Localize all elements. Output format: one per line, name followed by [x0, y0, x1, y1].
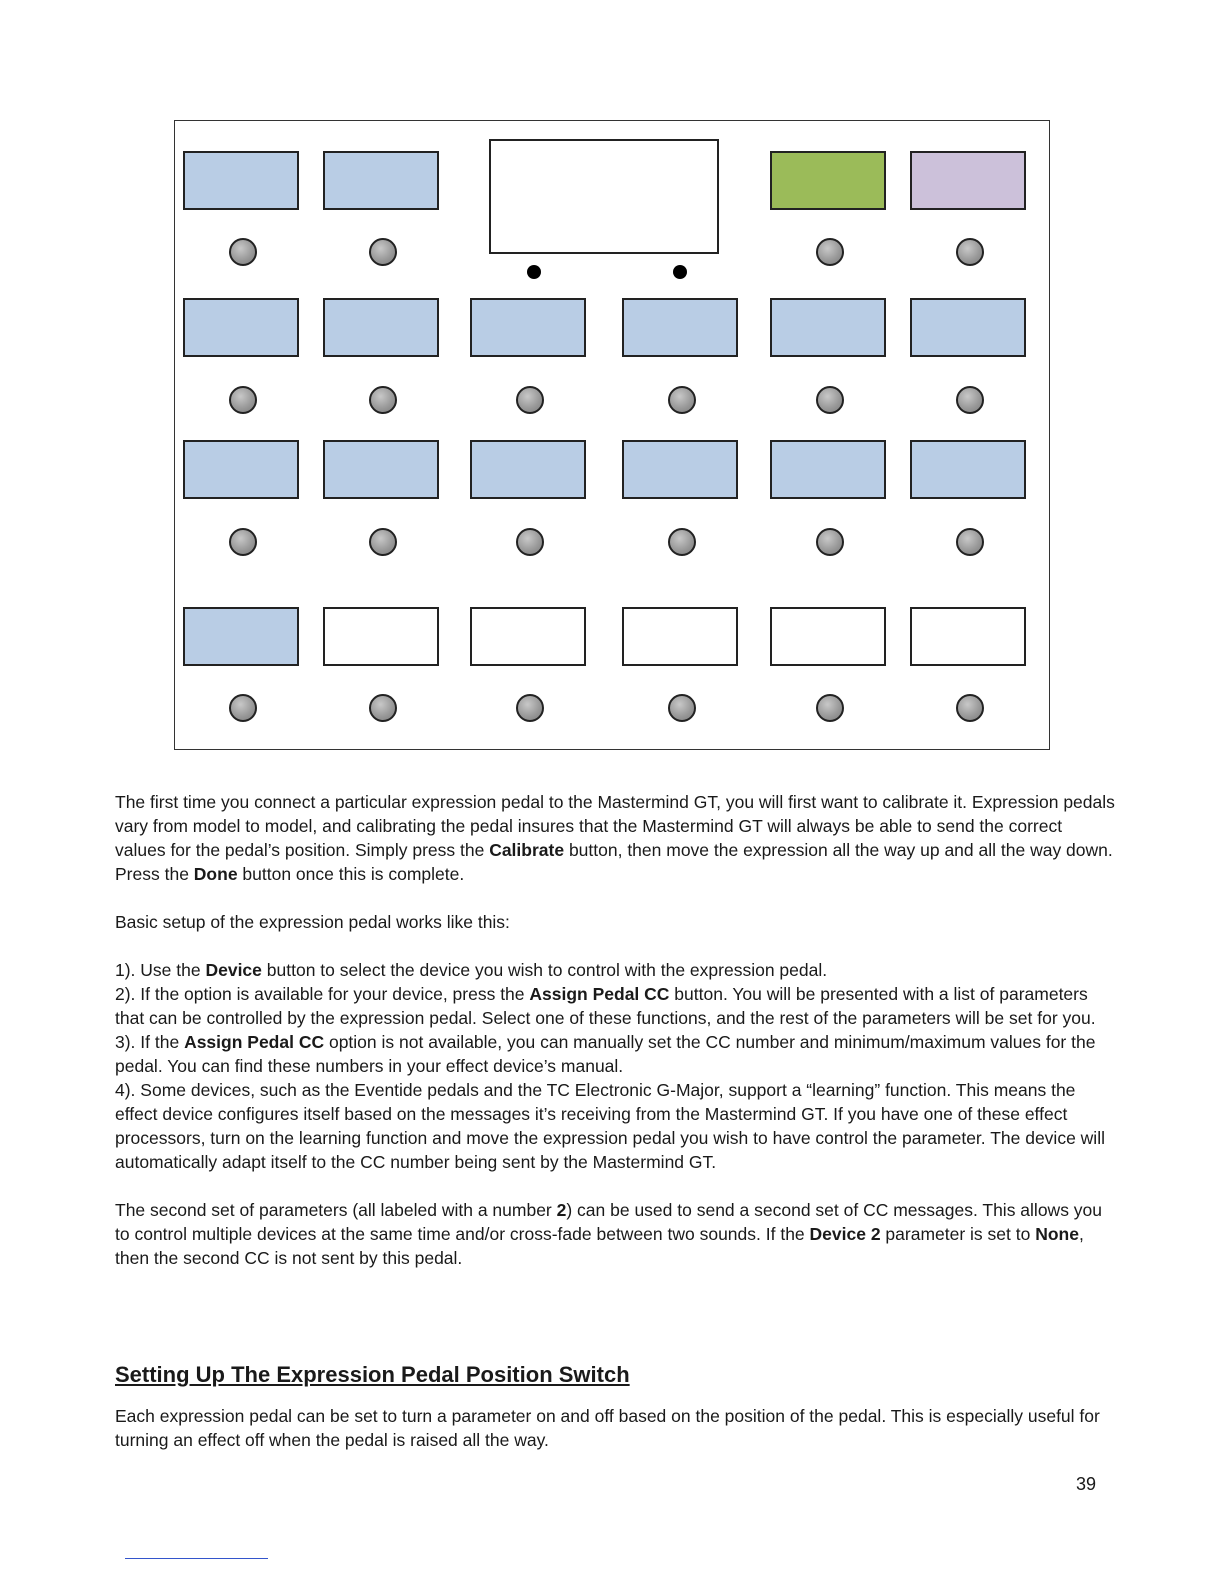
pedal-button-r3c2 — [323, 440, 439, 499]
switch-r4c3 — [516, 694, 544, 722]
pedal-button-r3c5 — [770, 440, 886, 499]
pedal-button-r2c6 — [910, 298, 1026, 357]
switch-r1c6 — [956, 238, 984, 266]
pedal-button-r4c6 — [910, 607, 1026, 666]
paragraph-basic-setup: Basic setup of the expression pedal works like this: — [115, 912, 510, 932]
device-term: Device — [205, 960, 262, 980]
screen-dot-left — [527, 265, 541, 279]
pedal-button-r2c5 — [770, 298, 886, 357]
switch-r4c4 — [668, 694, 696, 722]
lcd-screen — [489, 139, 719, 254]
assign-pedal-cc-term: Assign Pedal CC — [529, 984, 670, 1004]
text-run: button. You will be presented with a list of parameters that can be controlled by the expression pedal. Select one of these functions, and the rest of the parameters will be set for you. — [115, 984, 1096, 1028]
switch-r2c2 — [369, 386, 397, 414]
mastermind-gt-diagram — [174, 120, 1050, 750]
switch-r4c5 — [816, 694, 844, 722]
switch-r4c1 — [229, 694, 257, 722]
section-body: Each expression pedal can be set to turn a parameter on and off based on the position of the pedal. This is especially useful for turning an effect off when the pedal is raised all the way. — [115, 1406, 1100, 1450]
paragraph-calibrate — [115, 790, 1115, 886]
text-run: 4). Some devices, such as the Eventide pedals and the TC Electronic G-Major, support a “learning” function. This means the effect device configures itself based on the messages it’s receiving from the Mastermind GT. If you have one of these effect processors, turn on the learning function and move the expression pedal you wish to have control the parameter. The device will automatically adapt itself to the CC number being sent by the Mastermind GT. — [115, 1080, 1105, 1172]
switch-r3c4 — [668, 528, 696, 556]
text-run: 3). If the — [115, 1032, 185, 1052]
pedal-button-r2c1 — [183, 298, 299, 357]
switch-r1c5 — [816, 238, 844, 266]
pedal-button-r3c1 — [183, 440, 299, 499]
switch-r4c6 — [956, 694, 984, 722]
text-run: 2). If the option is available for your device, press the — [115, 984, 530, 1004]
switch-r3c2 — [369, 528, 397, 556]
pedal-button-r1c2 — [323, 151, 439, 210]
done-term: Done — [193, 864, 238, 884]
page-number: 39 — [1076, 1474, 1097, 1494]
switch-r2c3 — [516, 386, 544, 414]
none-term: None — [1035, 1224, 1079, 1244]
number-two-term: 2 — [556, 1200, 567, 1220]
text-run: option is not available, you can manually set the CC number and minimum/maximum values for the pedal. You can find these numbers in your effect device’s manual. — [115, 1032, 1096, 1076]
paragraph-second-set — [115, 1198, 1115, 1270]
pedal-button-r4c4 — [622, 607, 738, 666]
switch-r2c6 — [956, 386, 984, 414]
switch-r3c3 — [516, 528, 544, 556]
body-text — [115, 790, 1115, 1294]
text-run: button to select the device you wish to control with the expression pedal. — [261, 960, 828, 980]
text-run: 1). Use the — [115, 960, 206, 980]
switch-r3c6 — [956, 528, 984, 556]
assign-pedal-cc-term: Assign Pedal CC — [184, 1032, 325, 1052]
text-run: , then the second CC is not sent by this pedal. — [115, 1224, 1084, 1268]
switch-r4c2 — [369, 694, 397, 722]
setup-steps — [115, 958, 1115, 1174]
switch-r2c4 — [668, 386, 696, 414]
pedal-button-r2c4 — [622, 298, 738, 357]
pedal-button-r4c1 — [183, 607, 299, 666]
text-run: The second set of parameters (all labeled with a number — [115, 1200, 557, 1220]
calibrate-button — [770, 151, 886, 210]
switch-r1c1 — [229, 238, 257, 266]
text-run: button once this is complete. — [237, 864, 465, 884]
pedal-button-r4c5 — [770, 607, 886, 666]
switch-r3c1 — [229, 528, 257, 556]
section-heading: Setting Up The Expression Pedal Position Switch — [115, 1362, 630, 1387]
switch-r2c1 — [229, 386, 257, 414]
pedal-button-r2c2 — [323, 298, 439, 357]
footnote-rule — [125, 1558, 268, 1559]
pedal-button-r3c4 — [622, 440, 738, 499]
text-run: The first time you connect a particular expression pedal to the Mastermind GT, you will first want to calibrate it. Expression pedals vary from model to model, and calibrating the pedal insures that the Mastermind GT will always be able to send the correct values for the pedal’s position. Simply press the — [115, 792, 1115, 860]
screen-dot-right — [673, 265, 687, 279]
text-run: button, then move the expression all the way up and all the way down. Press the — [115, 840, 1113, 884]
switch-r1c2 — [369, 238, 397, 266]
pedal-button-r3c3 — [470, 440, 586, 499]
pedal-button-r2c3 — [470, 298, 586, 357]
pedal-button-r1c1 — [183, 151, 299, 210]
switch-r2c5 — [816, 386, 844, 414]
done-button — [910, 151, 1026, 210]
switch-r3c5 — [816, 528, 844, 556]
text-run: parameter is set to — [880, 1224, 1036, 1244]
calibrate-term: Calibrate — [489, 840, 565, 860]
text-run: ) can be used to send a second set of CC messages. This allows you to control multiple devices at the same time and/or cross-fade between two sounds. If the — [115, 1200, 1103, 1244]
device-2-term: Device 2 — [809, 1224, 881, 1244]
pedal-button-r3c6 — [910, 440, 1026, 499]
pedal-button-r4c3 — [470, 607, 586, 666]
pedal-button-r4c2 — [323, 607, 439, 666]
